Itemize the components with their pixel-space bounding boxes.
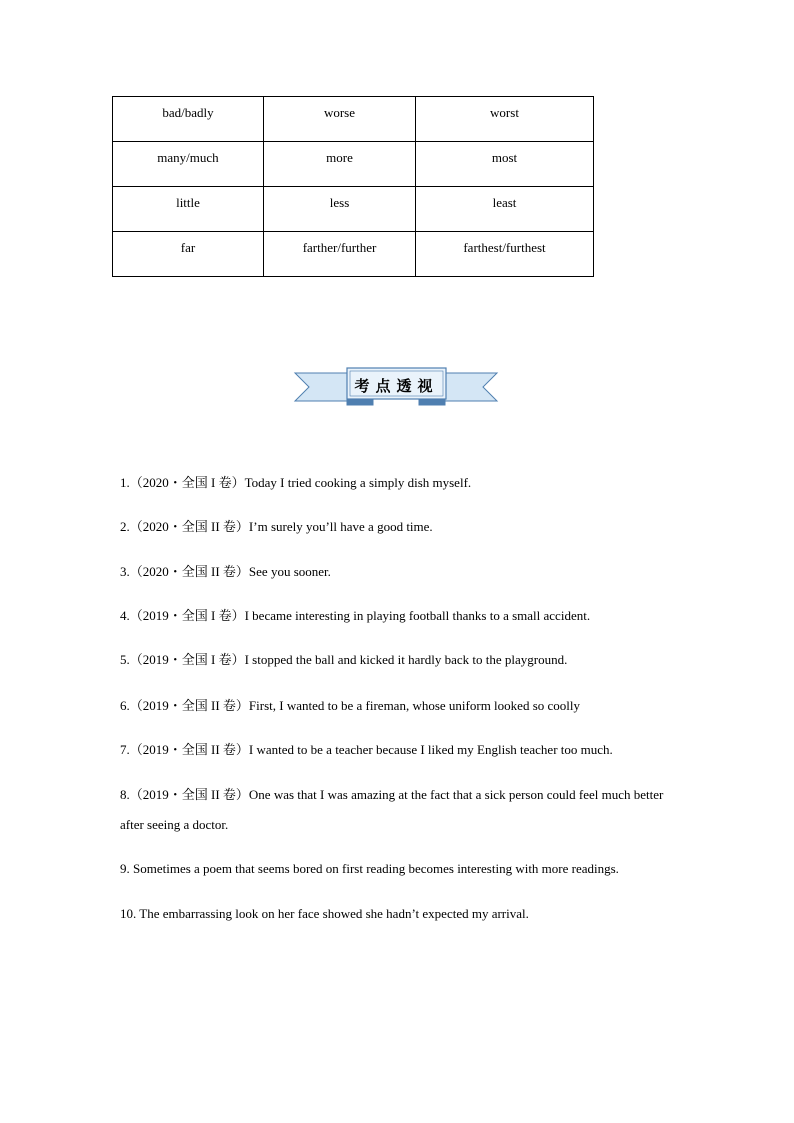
comparison-table	[112, 96, 594, 277]
item-number: 1.	[120, 475, 130, 490]
item-source: （2020・全国 I 卷）	[129, 475, 245, 490]
table-cell: farthest/furthest	[416, 232, 594, 277]
table-cell: many/much	[113, 142, 264, 187]
table-row	[113, 187, 594, 232]
list-item	[120, 512, 690, 542]
list-item	[120, 468, 690, 498]
item-text: The embarrassing look on her face showed she hadn’t expected my arrival.	[139, 906, 529, 921]
table-row	[113, 232, 594, 277]
item-text: I stopped the ball and kicked it hardly back to the playground.	[244, 652, 568, 667]
item-number: 3.	[120, 564, 130, 579]
item-source: （2019・全国 II 卷）	[129, 787, 249, 802]
item-number: 9.	[120, 861, 130, 876]
list-item	[120, 601, 690, 631]
table-cell: less	[264, 187, 416, 232]
item-source: （2020・全国 II 卷）	[129, 564, 249, 579]
table-row	[113, 142, 594, 187]
item-source: （2019・全国 I 卷）	[129, 652, 245, 667]
item-text: Today I tried cooking a simply dish myself.	[244, 475, 472, 490]
item-number: 5.	[120, 652, 130, 667]
table-row	[113, 97, 594, 142]
item-text: Sometimes a poem that seems bored on first reading becomes interesting with more readings.	[133, 861, 619, 876]
item-number: 4.	[120, 608, 130, 623]
item-number: 8.	[120, 787, 130, 802]
item-text: I wanted to be a teacher because I liked my English teacher too much.	[248, 742, 613, 757]
item-number: 7.	[120, 742, 130, 757]
item-text: I’m surely you’ll have a good time.	[248, 519, 433, 534]
list-item	[120, 854, 690, 884]
item-number: 2.	[120, 519, 130, 534]
item-text: First, I wanted to be a fireman, whose uniform looked so coolly	[248, 698, 580, 713]
item-text: See you sooner.	[248, 564, 331, 579]
item-text: One was that I was amazing at the fact that a sick person could feel much better after seeing a doctor.	[120, 787, 664, 832]
item-source: （2020・全国 II 卷）	[129, 519, 249, 534]
table-cell: far	[113, 232, 264, 277]
item-source: （2019・全国 II 卷）	[129, 742, 249, 757]
list-item	[120, 645, 690, 675]
table-cell: little	[113, 187, 264, 232]
table-cell: farther/further	[264, 232, 416, 277]
table-cell: worst	[416, 97, 594, 142]
table-cell: bad/badly	[113, 97, 264, 142]
table-cell: least	[416, 187, 594, 232]
table-cell: most	[416, 142, 594, 187]
item-number: 10.	[120, 906, 137, 921]
table-cell: worse	[264, 97, 416, 142]
list-item	[120, 780, 690, 840]
table-cell: more	[264, 142, 416, 187]
item-text: I became interesting in playing football thanks to a small accident.	[244, 608, 591, 623]
list-item	[120, 735, 690, 765]
section-title: 考点透视	[354, 377, 439, 395]
item-source: （2019・全国 II 卷）	[129, 698, 249, 713]
list-item	[120, 691, 690, 721]
item-source: （2019・全国 I 卷）	[129, 608, 245, 623]
item-number: 6.	[120, 698, 130, 713]
list-item	[120, 557, 690, 587]
list-item	[120, 899, 690, 929]
